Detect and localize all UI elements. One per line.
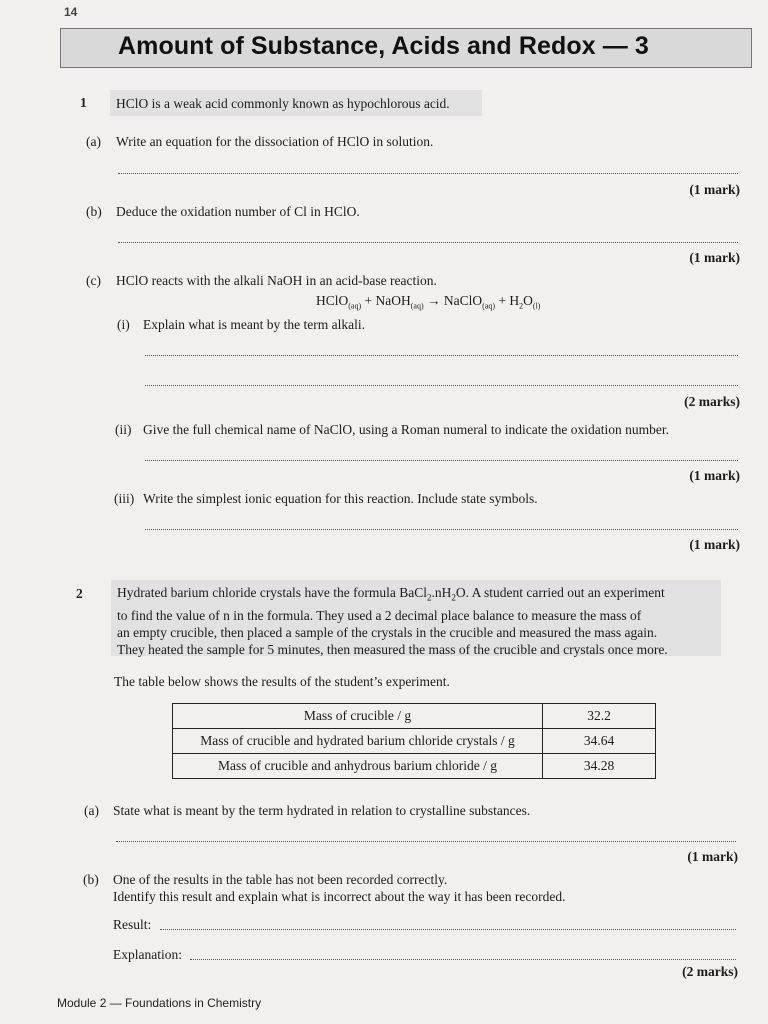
table-cell-label: Mass of crucible / g	[173, 704, 543, 729]
eq-state-4: (l)	[532, 301, 541, 311]
question-2-intro	[111, 580, 721, 656]
answer-line-1cii[interactable]	[145, 460, 738, 461]
reaction-equation	[316, 293, 540, 311]
explanation-label: Explanation:	[113, 947, 182, 962]
part-label-1ci: (i)	[117, 317, 130, 332]
q2-intro-line3: an empty crucible, then placed a sample of the crystals in the crucible and measured the mass again.	[117, 624, 658, 640]
part-label-2b: (b)	[83, 872, 99, 887]
eq-hclo: HClO	[316, 293, 349, 308]
question-1a-text: Write an equation for the dissociation of HClO in solution.	[116, 134, 434, 149]
answer-line-2a[interactable]	[116, 841, 736, 842]
marks-2a: (1 mark)	[687, 849, 738, 864]
answer-line-1a[interactable]	[118, 173, 738, 174]
table-cell-value: 32.2	[543, 704, 656, 729]
eq-h: + H	[498, 293, 520, 308]
result-label: Result:	[113, 917, 152, 932]
marks-1ci: (2 marks)	[684, 394, 740, 409]
part-label-1cii: (ii)	[115, 422, 132, 437]
eq-h2o-sub: 2	[519, 301, 524, 311]
marks-2b: (2 marks)	[682, 964, 738, 979]
answer-line-2b-explanation[interactable]	[190, 959, 736, 960]
page-title: Amount of Substance, Acids and Redox — 3	[118, 32, 649, 60]
results-table	[172, 703, 656, 779]
table-cell-value: 34.28	[543, 754, 656, 779]
table-row	[173, 729, 656, 754]
part-label-1ciii: (iii)	[114, 491, 135, 506]
marks-1b: (1 mark)	[689, 250, 740, 265]
part-label-2a: (a)	[84, 803, 99, 818]
question-number-1: 1	[80, 95, 87, 110]
part-label-1a: (a)	[86, 134, 101, 149]
question-1-intro: HClO is a weak acid commonly known as hypochlorous acid.	[110, 90, 482, 116]
q2-intro-line2: to find the value of n in the formula. They used a 2 decimal place balance to measure the mass of	[117, 607, 642, 623]
question-2a-text: State what is meant by the term hydrated in relation to crystalline substances.	[113, 803, 531, 818]
question-2b-line1: One of the results in the table has not been recorded correctly.	[113, 872, 448, 887]
marks-1ciii: (1 mark)	[689, 537, 740, 552]
answer-line-1ci-1[interactable]	[145, 355, 738, 356]
eq-naoh: + NaOH	[364, 293, 411, 308]
question-1b-text: Deduce the oxidation number of Cl in HClO.	[116, 204, 360, 219]
eq-state-3: (aq)	[482, 301, 496, 311]
table-row	[173, 704, 656, 729]
page-number: 14	[64, 5, 78, 19]
q2-intro-sub1: 2	[427, 592, 432, 603]
table-row	[173, 754, 656, 779]
footer-module: Module 2 — Foundations in Chemistry	[57, 996, 262, 1010]
question-number-2: 2	[76, 586, 83, 601]
table-cell-label: Mass of crucible and hydrated barium chloride crystals / g	[173, 729, 543, 754]
eq-state-2: (aq)	[410, 301, 424, 311]
part-label-1b: (b)	[86, 204, 102, 219]
marks-1a: (1 mark)	[689, 182, 740, 197]
table-intro: The table below shows the results of the student’s experiment.	[114, 674, 450, 689]
q2-intro-post: O. A student carried out an experiment	[455, 585, 665, 600]
part-label-1c: (c)	[86, 273, 101, 288]
q2-intro-line4: They heated the sample for 5 minutes, then measured the mass of the crucible and crystals once more.	[117, 641, 668, 657]
question-1ciii-text: Write the simplest ionic equation for this reaction. Include state symbols.	[143, 491, 538, 506]
answer-line-2b-result[interactable]	[160, 929, 736, 930]
answer-line-1ci-2[interactable]	[145, 385, 738, 386]
question-1cii-text: Give the full chemical name of NaClO, using a Roman numeral to indicate the oxidation number.	[143, 422, 669, 437]
question-1c-text: HClO reacts with the alkali NaOH in an acid-base reaction.	[116, 273, 437, 288]
question-1ci-text: Explain what is meant by the term alkali.	[143, 317, 365, 332]
table-cell-label: Mass of crucible and anhydrous barium chloride / g	[173, 754, 543, 779]
question-2b-line2: Identify this result and explain what is incorrect about the way it has been recorded.	[113, 889, 566, 904]
table-cell-value: 34.64	[543, 729, 656, 754]
eq-o: O	[523, 293, 533, 308]
q2-intro-sub2: 2	[451, 592, 456, 603]
q2-intro-mid: .nH	[431, 585, 452, 600]
answer-line-1ciii[interactable]	[145, 529, 738, 530]
eq-state-1: (aq)	[348, 301, 362, 311]
title-banner	[60, 28, 752, 68]
answer-line-1b[interactable]	[118, 242, 738, 243]
marks-1cii: (1 mark)	[689, 468, 740, 483]
eq-naclo: → NaClO	[427, 293, 483, 308]
q2-intro-pre: Hydrated barium chloride crystals have the formula BaCl	[117, 585, 428, 600]
